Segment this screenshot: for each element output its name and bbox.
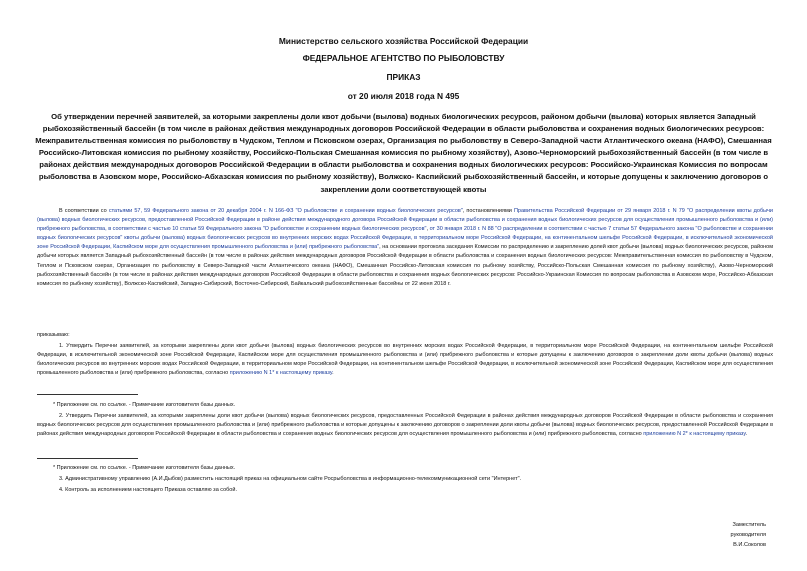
footnote-2: * Приложение см. по ссылке. - Примечание изготовителя базы данных. xyxy=(53,465,236,471)
law-link[interactable]: статьями 57, 59 Федерального закона от 20 декабря 2004 г. N 166-ФЗ "О рыболовстве и сохранении водных биологических ресурсов" xyxy=(108,208,463,214)
item-3-paragraph: 3. Административному управлению (А.И.Дыбов) разместить настоящий приказ на официальном сайте Росрыболовства в информационно-телекоммуникационной сети "Интернет". xyxy=(59,476,522,482)
item-4-paragraph: 4. Контроль за исполнением настоящего Приказа оставляю за собой. xyxy=(59,487,237,493)
signature-name: В.И.Соколов xyxy=(733,542,766,549)
date-number: от 20 июля 2018 года N 495 xyxy=(347,91,460,101)
item-1-text: 1. Утвердить Перечни заявителей, за которыми закреплены доли квот добычи (вылова) водных биологических ресурсов во внутренних морских водах Российской Федерации, в территориальном море Российской Федерации, на континентальном шельфе Российской Федерации, в исключительной экономической зоне Российской Федерации, Каспийском море для осуществления промышленного рыболовства и (или) прибрежного рыболовства и которые допущены к заключению договоров о закреплении доли квоты добычи (вылова) водных биологических ресурсов во внутренних морских водах Российской Федерации, в территориальном море Российской Федерации, на континентальном шельфе Российской Федерации, в исключительной экономической зоне Российской Федерации, Каспийском море для осуществления промышленного рыболовства и (или) прибрежного рыболовства, согласно xyxy=(37,343,773,377)
order-word: приказываю: xyxy=(37,332,70,338)
preamble-paragraph xyxy=(37,207,773,289)
footnote-1: * Приложение см. по ссылке. - Примечание изготовителя базы данных. xyxy=(53,402,236,408)
document-title: Об утверждении перечней заявителей, за которыми закреплены доли квот добычи (вылова) водных биологических ресурсов, районом добычи (вылова) которых является Западный рыбохозяйственный бассейн (в том числе в районах действия международных договоров Российской Федерации в области рыболовства и сохранения водных биологических ресурсов: Межправительственная комиссия по рыболовству в Чудском, Теплом и Псковском озерах, Организация по рыболовству в Северо-Западной части Атлантического океана (НАФО), Смешанная Российско-Литовская комиссия по рыбному хозяйству, Российско-Польская Смешанная комиссия по рыбному хозяйству), Азово-Черноморский рыбохозяйственный бассейн (в том числе в районах действия международных договоров Российской Федерации в области рыболовства и сохранения водных биологических ресурсов: Российско-Украинская Комиссия по вопросам рыболовства в Азовском море, Российско-Абхазская комиссия по рыбному хозяйству), Волжско- Каспийский рыбохозяйственный бассейн, и которые допущены к заключению договоров о закреплении доли соответствующей квоты xyxy=(35,112,772,194)
footnote-divider-2 xyxy=(37,458,138,459)
preamble-lead: В соответствии со xyxy=(59,208,109,214)
preamble-mid1: , постановлениями xyxy=(462,208,514,214)
item-2-paragraph xyxy=(37,412,773,439)
appendix-2-link[interactable]: приложению N 2* к настоящему приказу xyxy=(643,431,746,438)
doc-type-heading: ПРИКАЗ xyxy=(386,72,421,82)
agency-heading: ФЕДЕРАЛЬНОЕ АГЕНТСТВО ПО РЫБОЛОВСТВУ xyxy=(302,53,505,63)
signature-block xyxy=(646,520,766,551)
preamble-mid2: , xyxy=(426,226,430,233)
signature-position-line-2: руководителя xyxy=(730,532,766,539)
item-2-text: 2. Утвердить Перечни заявителей, за которыми закреплены доли квот добычи (вылова) водных биологических ресурсов, предоставленных Российской Федерации в районах действия международных договоров Российской Федерации в области рыболовства и сохранения водных биологических ресурсов для осуществления промышленного рыболовства и (или) прибрежного рыболовства и которые допущены к заключению договоров о закреплении доли квоты добычи (вылова) водных биологических ресурсов, предоставленной Российской Федерации в районах действия международных договоров Российской Федерации в области рыболовства и сохранения водных биологических ресурсов для осуществления промышленного рыболовства и (или) прибрежного рыболовства, согласно xyxy=(37,413,773,438)
government-decree-88-link[interactable]: от 30 января 2018 г. N 88 "О распределении в соответствии с частью 7 статьи 57 Федерального закона "О рыболовстве и сохранении водных биологических ресурсов" квоты добычи (вылова) водных биологических ресурсов во внутренних морских водах Российской Федерации, в территориальном море Российской Федерации, на континентальном шельфе Российской Федерации, в исключительной экономической зоне Российской Федерации, Каспийском море для осуществления промышленного рыболовства и (или) прибрежного рыболовства" xyxy=(37,226,773,251)
item-1-paragraph xyxy=(37,342,773,378)
ministry-heading: Министерство сельского хозяйства Российской Федерации xyxy=(278,36,529,46)
appendix-1-link[interactable]: приложению N 1* к настоящему приказу xyxy=(229,370,333,377)
preamble-tail: , на основании протокола заседания Комиссии по распределению и закреплению долей квот добычи (вылова) водных биологических ресурсов, районом добычи которых является Западный рыбохозяйственный бассейн (в том числе в районах действия международных договоров Российской Федерации в области рыболовства и сохранения водных биологических ресурсов: Межправительственная комиссия по рыболовству в Чудском, Теплом и Псковском озерах, Организация по рыболовству в Северо-Западной части Атлантического океана (НАФО), Смешанная Российско-Литовская комиссия по рыбному хозяйству, Российско-Польская Смешанная комиссия по рыбному хозяйству), Азово-Черноморский рыбохозяйственный бассейн (в том числе в районах действия международных договоров Российской Федерации в области рыболовства и сохранения водных биологических ресурсов: Российско-Украинская Комиссия по вопросам рыболовства в Азовском море, Российско-Абхазская комиссия по рыбному хозяйству), Волжско-Каспийский, Западно-Сибирский, Восточно-Сибирский, Байкальский рыбохозяйственные бассейны от 22 июня 2018 г. xyxy=(37,244,774,287)
government-decree-79-link[interactable]: Правительства Российской Федерации от 29 января 2018 г. N 79 "О распределении квоты добычи (вылова) водных биологических ресурсов, предоставленной Российской Федерации в районе действия международного договора Российской Федерации в области рыболовства и сохранения водных биологических ресурсов для осуществления промышленного рыболовства и (или) прибрежного рыболовства, в соответствии с частью 10 статьи 59 Федерального закона "О рыболовстве и сохранении водных биологических ресурсов" xyxy=(37,208,773,233)
signature-position-line-1: Заместитель xyxy=(732,522,766,528)
item-2-end: . xyxy=(745,431,748,438)
item-1-end: . xyxy=(332,370,334,377)
footnote-divider-1 xyxy=(37,394,138,395)
